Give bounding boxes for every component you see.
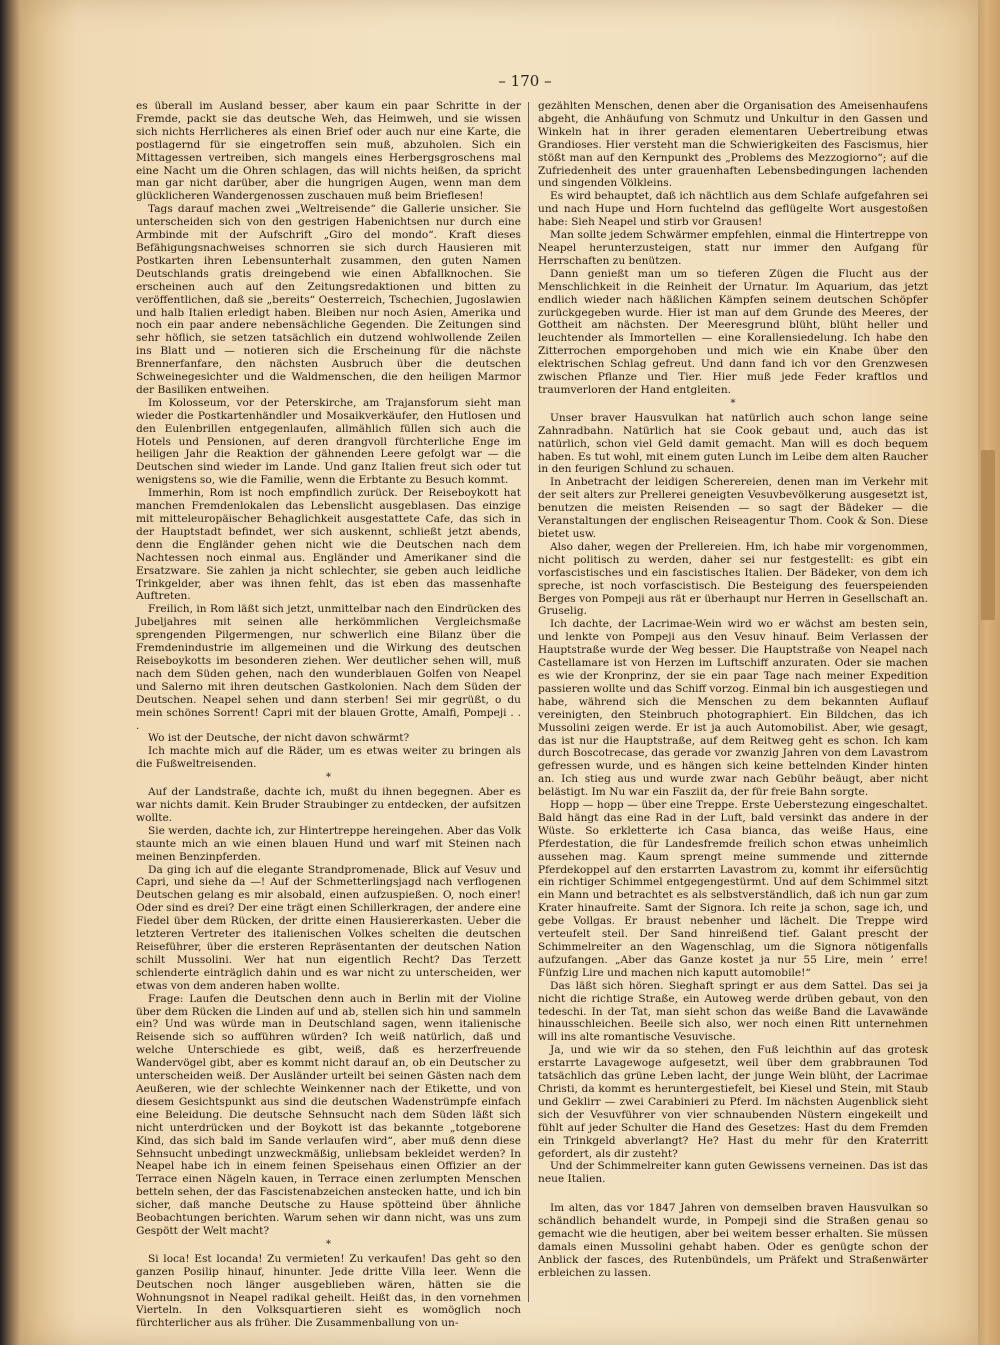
paragraph: Man sollte jedem Schwärmer empfehlen, einmal die Hintertreppe von Neapel herunterzusteigen, statt nur immer den Aufgang für Herrschaften zu benützen. <box>538 229 928 267</box>
page-edge <box>978 0 1000 1345</box>
page-number: – 170 – <box>498 72 552 90</box>
paragraph: Also daher, wegen der Prellereien. Hm, ich habe mir vorgenommen, nicht politisch zu werden, daher sei nur festgestellt: es gibt ein vorfascistisches und ein fascistisches Italien. Der Bädeker, von dem ich spreche, ist noch vorfascistisch. Die Besteigung des feuerspeienden Berges von Pompeji aus rät er überhaupt nur Herren in Gesellschaft an. Gruselig. <box>538 540 928 618</box>
section-divider: * <box>326 772 331 784</box>
paragraph: Tags darauf machen zwei „Weltreisende“ die Gallerie unsicher. Sie unterscheiden sich von den gestrigen Habenichtsen nur durch eine Armbinde mit der Aufschrift „Giro del mondo“. Kraft dieses Befähigungsnachweises schnorren sie sich durch Hausieren mit Postkarten ihren Lebensunterhalt zusammen, den guten Namen Deutschlands gratis dreingebend wie einen Abfallknochen. Sie erscheinen auch auf den Zeitungsredaktionen und bitten zu veröffentlichen, daß sie „bereits“ Oesterreich, Tschechien, Jugoslawien und halb Italien erledigt haben. Bleiben nur noch Asien, Amerika und noch ein paar andere nebensächliche Gegenden. Die Zeitungen sind sehr höflich, sie setzen tatsächlich ein dutzend wohlwollende Zeilen ins Blatt und — notieren sich die Erscheinung für die nächste Brennerfanfare, den nächsten Ausbruch über die deutschen Schweinegesichter und die Waldmenschen, die den heiligen Marmor der Basiliken entweihen. <box>136 203 521 396</box>
paragraph: gezählten Menschen, denen aber die Organisation des Ameisenhaufens abgeht, die Anhäufung von Schmutz und Unkultur in den Gassen und Winkeln hat in ihrer geraden elementaren Uebertreibung etwas Grandioses. Hier versteht man die Schwierigkeiten des Fascismus, hier stößt man auf den Kernpunkt des „Problems des Mezzogiorno“; auf die Zufriedenheit des unter grauenhaften Lebensbedingungen lachenden und singenden Völkleins. <box>538 100 928 190</box>
paragraph: Unser braver Hausvulkan hat natürlich auch schon lange seine Zahnradbahn. Natürlich hat sie Cook gebaut und, auch das ist natürlich, schon viel Geld damit gemacht. Man will es doch bequem haben. Es tut wohl, mit einem guten Lunch im Leibe dem alten Raucher in den feurigen Schlund zu schauen. <box>538 411 928 476</box>
paragraph: Und der Schimmelreiter kann guten Gewissens verneinen. Das ist das neue Italien. <box>538 1160 928 1186</box>
left-column <box>136 100 521 1330</box>
book-spine-shadow <box>0 0 20 1345</box>
paragraph: Es wird behauptet, daß ich nächtlich aus dem Schlafe aufgefahren sei und nach Hupe und Horn fuchtelnd das geflügelte Wort ausgestoßen habe: Sieh Neapel und stirb vor Grausen! <box>538 190 928 229</box>
paragraph: Sie werden, dachte ich, zur Hintertreppe hereingehen. Aber das Volk staunte mich an wie einen blauen Hund und warf mit Steinen nach meinen Benzinpferden. <box>136 824 521 863</box>
paragraph: Das läßt sich hören. Sieghaft springt er aus dem Sattel. Das sei ja nicht die richtige Straße, ein Autoweg werde drüben gebaut, von den tedeschi. In der Tat, man sieht schon das weiße Band die Lavawände hinausschleichen. Beeile sich also, wer noch einen Ritt unternehmen will ins alte romantische Vesuvische. <box>538 979 928 1044</box>
column-rule <box>528 102 529 1302</box>
paragraph: Freilich, in Rom läßt sich jetzt, unmittelbar nach den Eindrücken des Jubeljahres mit seinen alle herkömmlichen Vergleichsmaße sprengenden Pilgermengen, nur schwerlich eine Bilanz über die Fremdenindustrie im allgemeinen und die Wirkung des deutschen Reiseboykotts im besonderen ziehen. Wer deutlicher sehen will, muß nach dem Süden gehen, nach den wunderblauen Golfen von Neapel und Salerno mit ihren deutschen Gastkolonien. Nach dem Süden der Deutschen. Neapel sehen und dann sterben! Sei mir gegrüßt, o du mein schönes Sorrent! Capri mit der blauen Grotte, Amalfi, Pompeji . . . <box>136 603 521 732</box>
paragraph: es überall im Ausland besser, aber kaum ein paar Schritte in der Fremde, packt sie das deutsche Weh, das Heimweh, und sie wissen sich nichts Herrlicheres als einen Brief oder auch nur eine Karte, die postlagernd für sie eingetroffen sein muß, abzuholen. Sich ein Mittagessen vertreiben, sich mangels eines Herbergsgroschens mal eine Nacht um die Ohren schlagen, das will nichts heißen, da spricht man gar nicht darüber, aber die hungrigen Augen, wenn man dem glücklicheren Wandergenossen zuschauen muß beim Brieflesen! <box>136 100 521 203</box>
paragraph: Im Kolosseum, vor der Peterskirche, am Trajansforum sieht man wieder die Postkartenhändler und Mosaikverkäufer, den Hutlosen und den Eulenbrillen entgegenlaufen, allmählich füllen sich auch die Hotels und Pensionen, auf deren drangvoll fürchterliche Enge im heiligen Jahr die Reaktion der gähnenden Leere gefolgt war — die Deutschen sind wieder im Lande. Und ganz Italien freut sich oder tut wenigstens so, wie die Familie, wenn die Erbtante zu Besuch kommt. <box>136 396 521 487</box>
paragraph: Im alten, das vor 1847 Jahren von demselben braven Hausvulkan so schändlich behandelt wurde, in Pompeji sind die Straßen genau so gemacht wie die heutigen, aber bei weitem besser erhalten. Sie müssen damals einen Mussolini gehabt haben. Oder es genügte schon der Anblick der fasces, des Rutenbündels, um Präfekt und Straßenwärter erbleichen zu lassen. <box>538 1202 928 1279</box>
paragraph: Frage: Laufen die Deutschen denn auch in Berlin mit der Violine über dem Rücken die Linden auf und ab, stellen sich hin und sammeln ein? Und was würde man in Deutschland sagen, wenn italienische Reisende sich so aufführen würden? Ich weiß natürlich, daß und welche Unterschiede es gibt, weiß, daß es herzerfreuende Wandervögel gibt, aber es kommt nicht darauf an, ob ein Deutscher zu unterscheiden weiß. Der Ausländer urteilt bei seinen Gästen nach dem Aeußeren, wie der schlechte Weinkenner nach der Etikette, und von diesem Gesichtspunkt aus sind die deutschen Wadenstrümpfe einfach eine Beleidung. Die deutsche Sehnsucht nach dem Süden läßt sich nicht unterdrücken und der Boykott ist das bekannte „totgeborene Kind, das sich bald im Sande verlaufen wird“, aber muß denn diese Sehnsucht unbedingt unzweckmäßig, unliebsam bekleidet werden? In Neapel habe ich in einem feinen Speisehaus einen Offizier an der Terrace einen Nägeln kauen, in Terrace einen zerlumpten Menschen betteln sehen, der das Fascistenabzeichen anstecken hatte, und ich bin sicher, daß manche Deutsche zu Hause spötteind über ähnliche Beobachtungen berichten. Warum sehen wir dann nicht, was uns zum Gespött der Welt macht? <box>136 992 521 1237</box>
section-divider: * <box>730 397 736 409</box>
paragraph: Immerhin, Rom ist noch empfindlich zurück. Der Reiseboykott hat manchen Fremdenlokalen das Lebenslicht ausgeblasen. Das einzige mit mitteleuropäischer Behaglichkeit ausgestattete Cafe, das sich in der Hauptstadt befindet, wer sich auskennt, schließt jetzt abends, denn die Engländer gehen nicht wie die Deutschen nach dem Nachtessen noch einmal aus. Engländer und Amerikaner sind die Ersatzware. Sie zahlen ja nicht schlechter, sie geben auch leidliche Trinkgelder, aber was ihnen fehlt, das ist eben das massenhafte Auftreten. <box>136 487 521 603</box>
right-column <box>538 100 928 1280</box>
paragraph: Ja, und wie wir da so stehen, den Fuß leichthin auf das grotesk erstarrte Lavagewoge aufgesetzt, weil über dem grabbraunen Tod tatsächlich das grüne Leben lacht, der junge Wein blüht, der Lacrimae Christi, da kommt es heruntergestiefelt, bei Kiesel und Stein, mit Staub und Geklirr — zwei Carabinieri zu Pferd. Im nächsten Augenblick sieht sich der Vesuvführer von vier schnaubenden Nüstern eingekeilt und fühlt auf jeder Schulter die Hand des Gesetzes: Hast du dem Fremden ein Trinkgeld abverlangt? He? Hast du mehr für den Kraterritt gefordert, als dir zusteht? <box>538 1044 928 1160</box>
paragraph: Wo ist der Deutsche, der nicht davon schwärmt? <box>148 732 410 745</box>
paragraph: Dann genießt man um so tieferen Zügen die Flucht aus der Menschlichkeit in die Reinheit der Urnatur. Im Aquarium, das jetzt endlich wieder nach häßlichen Kämpfen seinem deutschen Schöpfer zurückgegeben wurde. Hier ist man auf dem Grunde des Meeres, der Gottheit am nächsten. Der Meeresgrund blüht, blüht heller und leuchtender als Immortellen — eine Korallensiedelung. Ich habe den Zitterrochen emporgehoben und mich wie ein Knabe über den elektrischen Schlag gefreut. Und dann fand ich vor den Grenzwesen zwischen Pflanze und Tier. Hier muß jede Feder kraftlos und traumverloren der Hand entgleiten. <box>538 267 928 396</box>
paragraph: Da ging ich auf die elegante Strandpromenade, Blick auf Vesuv und Capri, und siehe da —! Auf der Schmetterlingsjagd nach verflogenen Deutschen gelang es mir alsobald, einen aufzuspießen. O, noch einer! Oder sind es drei? Der eine trägt einen Schillerkragen, der andere eine Fiedel über dem Rücken, der dritte einen Hausiererkasten. Ueber die letzteren Vertreter des italienischen Volkes schelten die deutschen Reiseführer, über die ersteren Repräsentanten der deutschen Nation schilt Mussolini. Wer hat nun eigentlich Recht? Das Terzett schlenderte einträglich dahin und es war nicht zu unterscheiden, wer etwas von dem anderen haben wollte. <box>136 863 521 992</box>
paragraph: Ich machte mich auf die Räder, um es etwas weiter zu bringen als die Fußweltreisenden. <box>136 745 521 771</box>
paragraph: In Anbetracht der leidigen Scherereien, denen man im Verkehr mit der seit alters zur Prellerei geneigten Vesuvbevölkerung ausgesetzt ist, benutzen die meisten Reisenden — so sagt der Bädeker — die Veranstaltungen der englischen Reiseagentur Thom. Cook & Son. Diese bietet usw. <box>538 476 928 540</box>
paragraph: Auf der Landstraße, dachte ich, mußt du ihnen begegnen. Aber es war nichts damit. Kein Bruder Straubinger zu entdecken, der aufsitzen wollte. <box>136 786 521 824</box>
paragraph: Si loca! Est locanda! Zu vermieten! Zu verkaufen! Das geht so den ganzen Posilip hinauf, hinunter. Jede dritte Villa leer. Wenn die Deutschen noch länger ausgeblieben wären, hätten sie die Wohnungsnot in Neapel radikal geheilt. Heißt das, in den vornehmen Vierteln. In den Volksquartieren sieht es womöglich noch fürchterlicher aus als früher. Die Zusammenballung von un- <box>136 1252 521 1330</box>
paragraph: Hopp — hopp — über eine Treppe. Erste Ueberstezung eingeschaltet. Bald hängt das eine Rad in der Luft, bald versinkt das andere in der Wüste. So erkletterte ich Casa bianca, das weiße Haus, eine Pferdestation, die für Landesfremde freilich schon etwas unheimlich aussehen mag. Kaum sprengt meine summende und zitternde Pferdekoppel auf den erstarrten Lavastrom zu, kommt ihr eifersüchtig ein richtiger Schimmel entgegengestürmt. Und auf dem Schimmel sitzt ein Mann und betrachtet es als selbstverständlich, daß ich nun gar zum Krater hinaufreite. Samt der Signora. Ich reite ja schon, sage ich, und gebe Vollgas. Er braust nebenher und lächelt. Die Treppe wird verteufelt steil. Der Sand hinreißend tief. Galant prescht der Schimmelreiter an den Wagenschlag, um die Signora nötigenfalls aufzufangen. „Aber das Ganze kostet ja nur 55 Lire, mein ’ erre! Fünfzig Lire und machen nich kaputt automobile!“ <box>538 799 928 979</box>
page-edge-tab <box>981 450 995 620</box>
section-divider: * <box>326 1238 331 1250</box>
paragraph: Ich dachte, der Lacrimae-Wein wird wo er wächst am besten sein, und lenkte von Pompeji aus den Vesuv hinauf. Beim Verlassen der Hauptstraße wurde der Weg besser. Die Hauptstraße von Neapel nach Castellamare ist von Herzen im Luftschiff anzuraten. Oder sie machen es wie der Kronprinz, der sie ein paar Tage nach meiner Expedition passieren wollte und das Schiff vorzog. Einmal bin ich ausgestiegen und habe, während sich die Menschen zu dem bekannten Auflauf vereinigten, den Steinbruch photographiert. Ein Bildchen, das ich Mussolini zeigen werde. Er ist ja auch Automobilist. Aber, wie gesagt, das ist nur die Hauptstraße, auf dem Reitweg geht es schon. Ich kam durch Boscotrecase, das gerade vor zwanzig Jahren von dem Lavastrom gefressen wurde, und es hängen sich keine bettelnden Kinder hinten an. Ich stieg aus und wurde zwar nach Gebühr beäugt, aber nicht belästigt. Im Nu war ein Fasziit da, der für freie Bahn sorgte. <box>538 618 928 799</box>
